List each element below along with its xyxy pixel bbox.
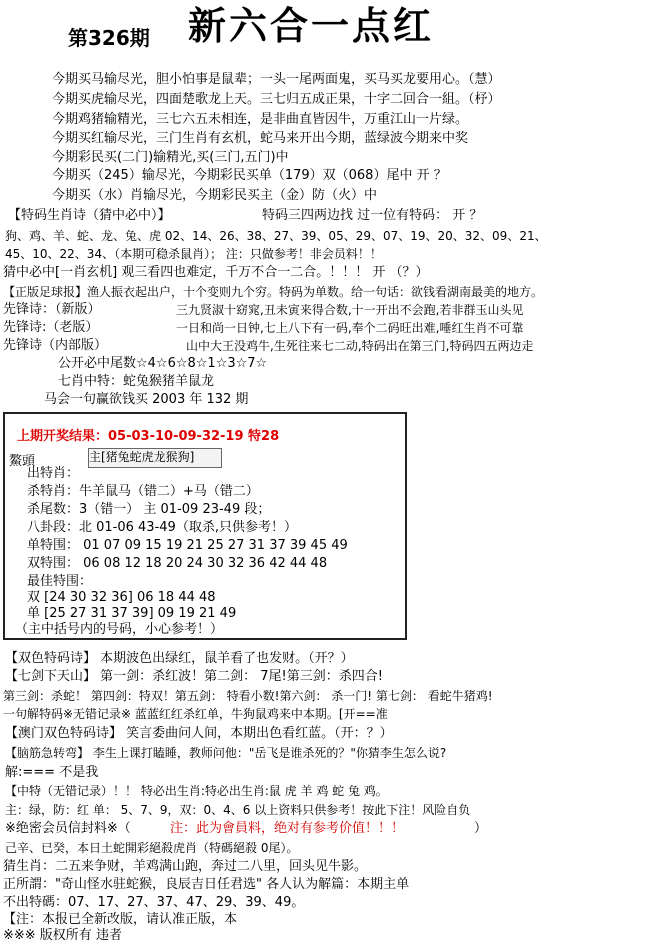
poem-label: 先锋诗:（老版） [3,320,99,335]
seven-zodiac-line: 七肖中特：蛇兔猴猪羊鼠龙 [58,374,215,389]
lower-line: 正所謂："奇山怪水驻蛇猴，良辰吉日任君选" 各人认为解篇：本期主单 [3,877,410,892]
poem-section-header: 【特码生肖诗（猜中必中）】 [8,208,171,223]
lower-line: 解:=== 不是我 [5,765,99,780]
horse-club-line: 马会一句赢欲钱买 2003 年 132 期 [44,392,249,407]
zhengban-line: 【正版足球报】渔人振衣起出户，十个变则九个穷。特码为单数。给一句话：欲钱看湖南最美的地方。 [3,285,544,299]
lower-line: ※绝密会员信封料※（ [5,821,131,836]
poem-text: 三九贤淑十窈窕,丑未寅来得合数,十一开出不会跑,若非群玉山头见 [176,303,524,317]
result-row: 最佳特围： [27,574,93,589]
verse-line: 今期彩民买(二门)输精光,买(三门,五门)中 [52,150,289,165]
kill-label: 鰲頭 [9,454,36,469]
result-row: 单 [25 27 31 37 39] 09 19 21 49 [27,606,237,621]
result-row: 双特围： 06 08 12 18 20 24 30 32 36 42 44 48 [27,556,328,571]
lower-line: 【澳门双色特码诗】 笑言委曲问人间，本期出色看红蓝。（开：？） [5,726,393,741]
member-note-close: ） [474,821,488,836]
lower-line: 【七剑下天山】 第一剑：杀红波！第二剑： 7尾!第三剑：杀四合! [5,669,383,684]
verse-line: 今期买马输尽光，胆小怕事是鼠辈；一头一尾两面鬼，买马买龙要用心。（慧） [52,72,501,87]
last-result: 上期开奖结果：05-03-10-09-32-19 特28 [17,429,280,444]
page-title: 新六合一点红 [188,3,435,48]
result-row: （主中括号内的号码，小心参考！） [15,622,224,637]
poem-section-hint: 特码三四两边找 过一位有特码： 开 ？ [262,208,483,223]
lower-line: 不出特碼：07、17、27、37、47、29、39、49。 [3,895,305,910]
member-note: 注：此为會員料，绝对有参考价值！！！ [170,821,405,836]
verse-line: 今期鸡猪输精光，三七六五未相连，是非曲直皆因牛，万重江山一片绿。 [52,112,469,127]
verse-line: 今期买虎输尽光，四面楚歌龙上天。三七归五成正果，十字二回合一組。（杼） [52,92,501,107]
issue-number: 第326期 [68,26,150,50]
lower-line: 主：绿，防：红 单： 5、7、9，双：0、4、6 以上资料只供参考！按此下注！风险自负 [5,803,471,817]
result-row: 杀特肖：牛羊鼠马（错二）+马（错二） [27,484,259,499]
poem-label: 先锋诗：（新版） [3,302,101,317]
result-box [3,412,407,640]
tail-number-line: 公开必中尾数☆4☆6☆8☆1☆3☆7☆ [58,356,268,371]
number-tail-line: 45、10、22、34、（本期可稳杀鼠肖）； 注：只做参考！非会员料！！ [5,247,382,261]
verse-line: 今期买（245）输尽光，今期彩民买单（179）双（068）尾中 开 ？ [52,168,447,183]
guess-line: 猜中必中[一肖玄机] 观三看四也难定，千万不合一二合。！！！ 开 （？） [3,265,429,280]
lower-line: ※※※ 版权所有 违者 [3,928,122,943]
result-row: 出特肖： [27,466,80,481]
poem-label: 先锋诗（内部版） [3,338,108,353]
lower-line: 【脑筋急转弯】 李生上课打瞌睡，教师问他："岳飞是谁杀死的？"你猜李生怎么说? [5,746,447,760]
result-row: 单特围： 01 07 09 15 19 21 25 27 31 37 39 45 49 [27,538,348,553]
result-row: 杀尾数：3（错一） 主 01-09 23-49 段； [27,502,271,517]
verse-line: 今期买（水）肖输尽光，今期彩民买主（金）防（火）中 [52,188,378,203]
lower-line: 【注：本报已全新改版，请认准正版，本 [3,912,238,927]
lower-line: 一句解特码※无错记录※ 蓝蓝红红杀红单，牛狗鼠鸡来中本期。[开==准 [3,707,388,721]
animal-number-line: 狗、鸡、羊、蛇、龙、兔、虎 02、14、26、38、27、39、05、29、07、19、20、32、09、21、 [5,229,547,243]
lower-line: 猜生肖：二五来争财，羊鸡满山跑，奔过二八里，回头见牛影。 [3,859,368,874]
result-row: 八卦段：北 01-06 43-49（取杀,只供参考！） [27,520,297,535]
poem-text: 山中大王没鸡牛,生死往来七二动,特码出在第三门,特码四五两边走 [186,339,534,353]
lower-line: 第三剑：杀蛇！ 第四剑：特双！第五剑： 特看小数!第六剑： 杀一门! 第七剑： 看蛇牛猪鸡! [3,689,493,703]
poem-text: 一日和尚一日钟,七上八下有一码,奉个二码旺出难,唾红生肖不可靠 [176,321,524,335]
verse-line: 今期买红输尽光，三门生肖有玄机，蛇马来开出今期，蓝绿波今期来中奖 [52,131,469,146]
lower-line: 【中特（无错记录）！！ 特必出生肖:特必出生肖:鼠 虎 羊 鸡 蛇 兔 鸡。 [5,784,388,798]
lower-line: 己辛、已癸，本日土蛇開彩絕殺虎肖（特碼絕殺 0尾）。 [5,841,299,855]
result-row: 双 [24 30 32 36] 06 18 44 48 [27,590,216,605]
lower-line: 【双色特码诗】 本期波色出绿红，鼠羊看了也发财。（开？） [5,651,354,666]
cover-label: 主[猪兔蛇虎龙猴狗] [88,448,222,468]
